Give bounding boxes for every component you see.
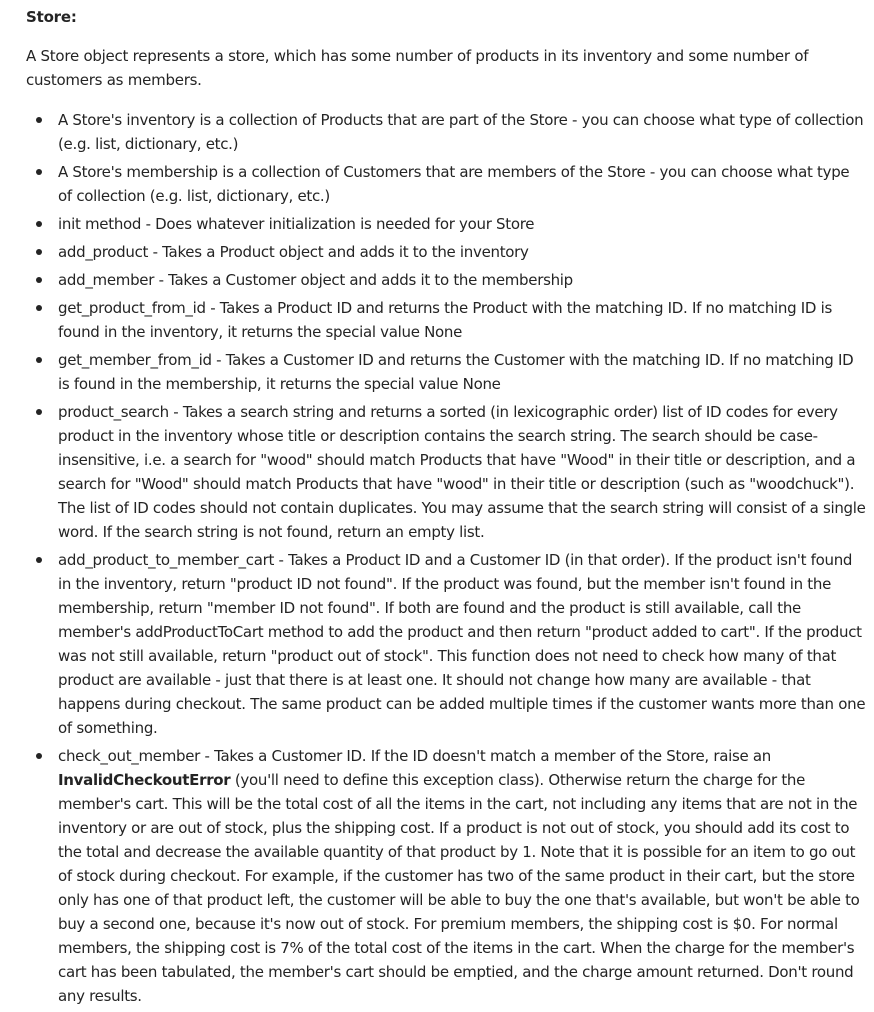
list-item: [26, 108, 866, 156]
checkout-text-after: (you'll need to define this exception class). Otherwise return the charge for the member's cart. This will be the total cost of all the items in the cart, not including any items that are not in the inventory or are out of stock, plus the shipping cost. If a product is not out of stock, you should add its cost to the total and decrease the available quantity of that product by 1. Note that it is possible for an item to go out of stock during checkout. For example, if the customer has two of the same product in their cart, but the store only has one of that product left, the customer will be able to buy the one that's available, but won't be able to buy a second one, because it's now out of stock. For premium members, the shipping cost is $0. For normal members, the shipping cost is 7% of the total cost of the items in the cart. When the charge for the member's cart has been tabulated, the member's cart should be emptied, and the charge amount returned. Don't round any results.: [58, 771, 860, 1005]
list-item-text: add_product_to_member_cart - Takes a Product ID and a Customer ID (in that order). If the product isn't found in the inventory, return "product ID not found". If the product was found, but the member isn't found in the membership, return "member ID not found". If both are found and the product is still available, call the member's addProductToCart method to add the product and then return "product added to cart". If the product was not still available, return "product out of stock". This function does not need to check how many of that product are available - just that there is at least one. It should not change how many are available - that happens during checkout. The same product can be added multiple times if the customer wants more than one of something.: [58, 551, 866, 737]
bullet-icon: [36, 357, 42, 363]
method-list: [26, 108, 866, 1012]
list-item-text: product_search - Takes a search string and returns a sorted (in lexicographic order) list of ID codes for every product in the inventory whose title or description contains the search string. The search should be case-insensitive, i.e. a search for "wood" should match Products that have "Wood" in their title or description, and a search for "Wood" should match Products that have "wood" in their title or description (such as "woodchuck"). The list of ID codes should not contain duplicates. You may assume that the search string will consist of a single word. If the search string is not found, return an empty list.: [58, 403, 866, 541]
bullet-icon: [36, 753, 42, 759]
list-item: [26, 160, 866, 208]
exception-name: InvalidCheckoutError: [58, 771, 231, 789]
list-item: [26, 268, 866, 292]
bullet-icon: [36, 169, 42, 175]
section-heading: Store:: [26, 8, 77, 26]
list-item: [26, 548, 866, 740]
bullet-icon: [36, 409, 42, 415]
list-item: [26, 400, 866, 544]
bullet-icon: [36, 221, 42, 227]
list-item-text: get_member_from_id - Takes a Customer ID and returns the Customer with the matching ID. If no matching ID is found in the membership, it returns the special value None: [58, 351, 854, 393]
list-item-text: A Store's inventory is a collection of Products that are part of the Store - you can choose what type of collection (e.g. list, dictionary, etc.): [58, 111, 864, 153]
list-item-text: add_member - Takes a Customer object and adds it to the membership: [58, 271, 573, 289]
bullet-icon: [36, 117, 42, 123]
list-item-text: get_product_from_id - Takes a Product ID and returns the Product with the matching ID. If no matching ID is found in the inventory, it returns the special value None: [58, 299, 833, 341]
list-item: [26, 212, 866, 236]
list-item: [26, 348, 866, 396]
list-item: [26, 296, 866, 344]
list-item-checkout: [26, 744, 866, 1008]
intro-paragraph: A Store object represents a store, which has some number of products in its inventory and some number of customers as members.: [26, 47, 809, 89]
bullet-icon: [36, 277, 42, 283]
checkout-text-before: check_out_member - Takes a Customer ID. If the ID doesn't match a member of the Store, raise an: [58, 747, 771, 765]
list-item-text: add_product - Takes a Product object and adds it to the inventory: [58, 243, 529, 261]
list-item-text: A Store's membership is a collection of Customers that are members of the Store - you can choose what type of collection (e.g. list, dictionary, etc.): [58, 163, 850, 205]
bullet-icon: [36, 557, 42, 563]
bullet-icon: [36, 249, 42, 255]
bullet-icon: [36, 305, 42, 311]
list-item: [26, 240, 866, 264]
list-item-text: init method - Does whatever initialization is needed for your Store: [58, 215, 535, 233]
